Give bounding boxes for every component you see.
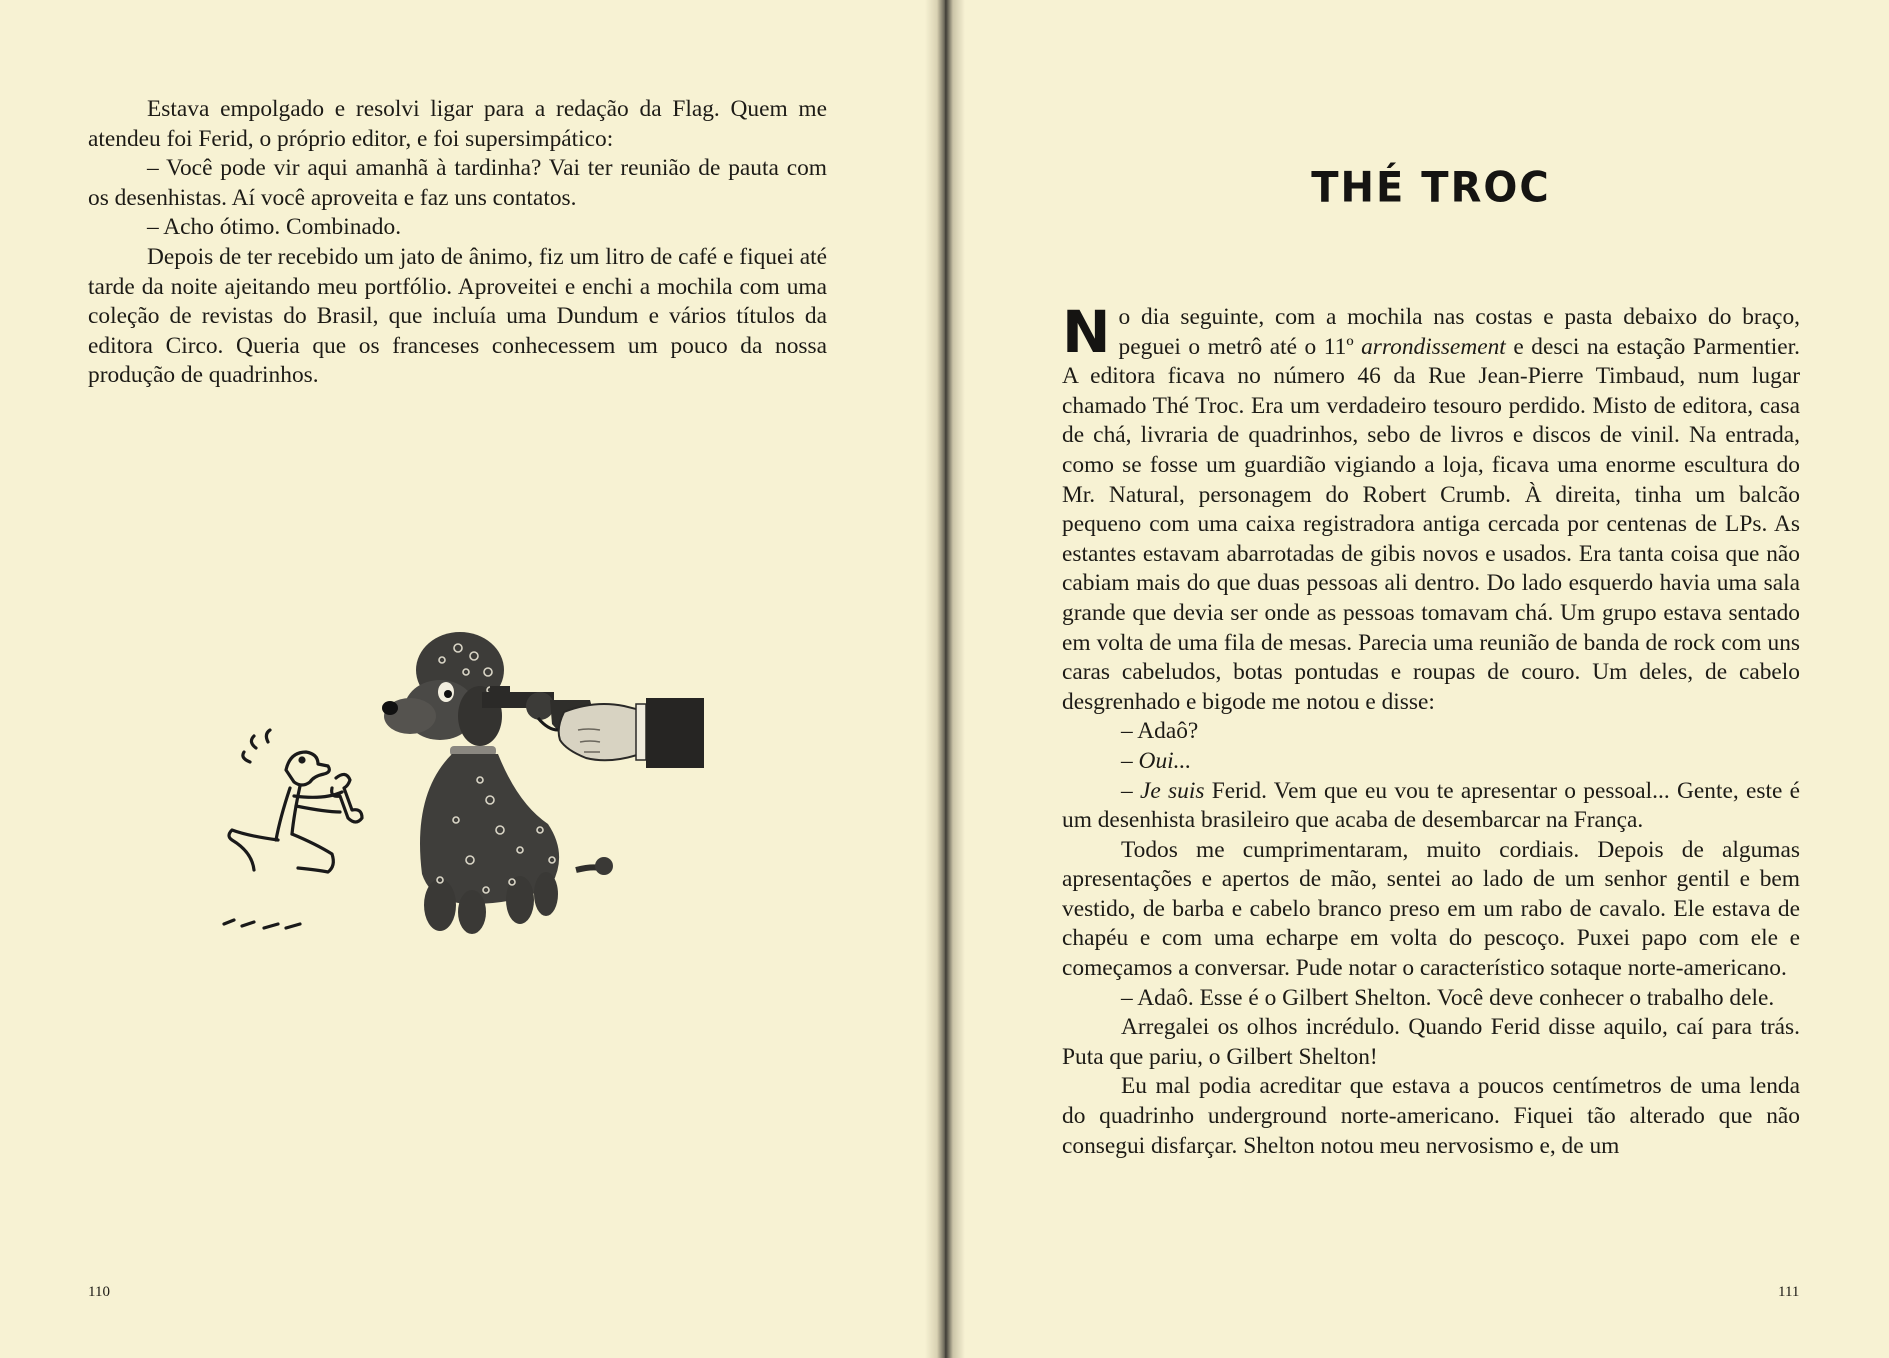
dialog-line: – Adaô? <box>1121 718 1199 745</box>
dialog-line: – Acho ótimo. Combinado. <box>147 214 402 241</box>
running-man-figure <box>224 730 362 928</box>
paragraph: Todos me cumprimentaram, muito cordiais. Depois de algumas apresentações e apertos de mão, sentei ao lado de um senhor gentil e bem vestido, de barba e cabelo branco preso em um rabo de cavalo. Ele estava de chapéu e com uma echarpe em volta do pescoço. Puxei papo com ele e começamos a conversar. Pude notar o característico sotaque norte-americano. <box>1062 836 1800 982</box>
paragraph: Depois de ter recebido um jato de ânimo, fiz um litro de café e fiquei até tarde da noite ajeitando meu portfólio. Aproveitei e enchi a mochila com uma coleção de revistas do Brasil, que incluía uma Dundum e vários títulos da editora Circo. Queria que os franceses conhecessem um pouco da nossa produção de quadrinhos. <box>88 243 827 389</box>
book-gutter <box>925 0 965 1358</box>
dialog-line: – Adaô. Esse é o Gilbert Shelton. Você deve conhecer o trabalho dele. <box>1121 984 1775 1011</box>
dialog-line <box>1062 747 1800 777</box>
text-run: Ferid. Vem que eu vou te apresentar o pessoal... Gente, este é um desenhista brasileiro que acaba de desembarcar na França. <box>1062 777 1800 834</box>
text-run: o dia seguinte, com a mochila nas costas e pasta debaixo do braço, peguei o metrô até o 11º <box>1118 304 1800 360</box>
right-page-body <box>1062 298 1800 1161</box>
italic-text: Je suis <box>1139 777 1205 804</box>
dialog-line <box>1062 777 1800 836</box>
poodle-gun-illustration <box>190 620 730 940</box>
drop-cap: N <box>1062 298 1111 366</box>
italic-text: Oui... <box>1138 747 1192 774</box>
dialog-dash: – <box>1121 777 1140 804</box>
paragraph: Eu mal podia acreditar que estava a poucos centímetros de uma lenda do quadrinho underground norte-americano. Fiquei tão alterado que não consegui disfarçar. Shelton notou meu nervosismo e, de um <box>1062 1073 1800 1159</box>
dialog-dash: – <box>1121 747 1139 774</box>
poodle-figure <box>382 632 613 934</box>
dialog-line: – Você pode vir aqui amanhã à tardinha? Vai ter reunião de pauta com os desenhistas. Aí você aproveita e faz uns contatos. <box>88 155 827 211</box>
chapter-title: THÉ TROC <box>1311 163 1551 213</box>
paragraph: Arregalei os olhos incrédulo. Quando Ferid disse aquilo, caí para trás. Puta que pariu, o Gilbert Shelton! <box>1062 1014 1800 1070</box>
hand-with-gun <box>482 686 704 768</box>
page-number: 111 <box>1778 1284 1800 1300</box>
page-number: 110 <box>88 1284 110 1300</box>
paragraph <box>1062 298 1800 717</box>
left-page-body <box>88 95 827 391</box>
paragraph: Estava empolgado e resolvi ligar para a redação da Flag. Quem me atendeu foi Ferid, o próprio editor, e foi supersimpático: <box>88 96 827 152</box>
text-run: e desci na estação Parmentier. A editora ficava no número 46 da Rue Jean-Pierre Timbaud, num lugar chamado Thé Troc. Era um verdadeiro tesouro perdido. Misto de editora, casa de chá, livraria de quadrinhos, sebo de livros e discos de vinil. Na entrada, como se fosse um guardião vigiando a loja, ficava uma enorme escultura do Mr. Natural, personagem do Robert Crumb. À direita, tinha um balcão pequeno com uma caixa registradora antiga cercada por centenas de LPs. As estantes estavam abarrotadas de gibis novos e usados. Era tanta coisa que não cabiam mais do que duas pessoas ali dentro. Do lado esquerdo havia uma sala grande que devia ser onde as pessoas tomavam chá. Um grupo estava sentado em volta de uma fila de mesas. Parecia uma reunião de banda de rock com uns caras cabeludos, botas pontudas e roupas de couro. Um deles, de cabelo desgrenhado e bigode me notou e disse: <box>1062 333 1800 715</box>
italic-text: arrondissement <box>1361 333 1506 360</box>
